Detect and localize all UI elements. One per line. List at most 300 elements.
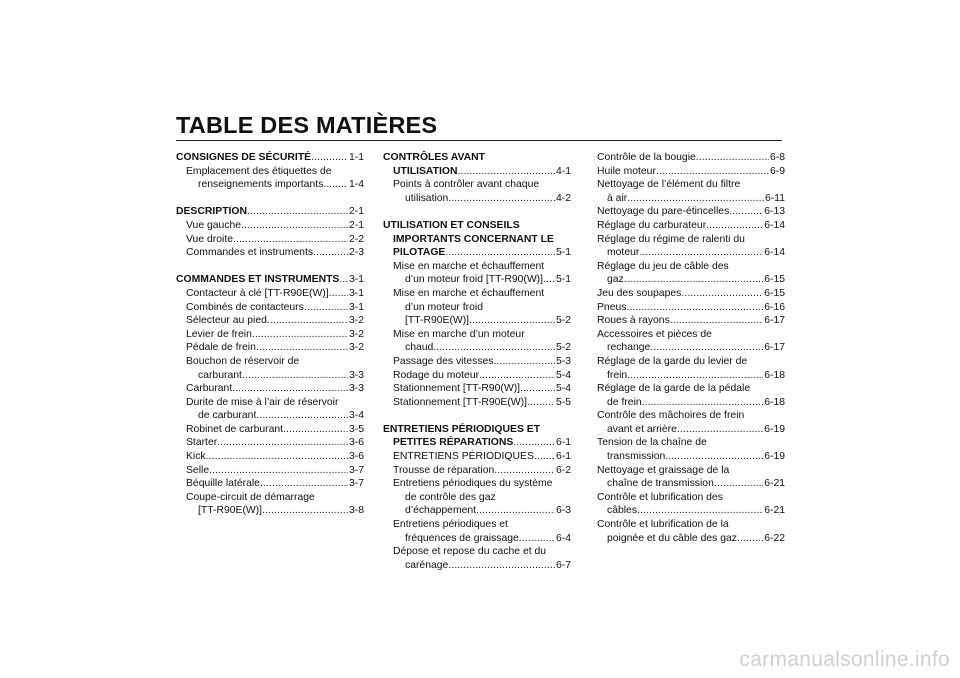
toc-leader-dots [304, 301, 348, 315]
toc-page-number: 6-16 [764, 301, 785, 313]
toc-page-number: 3-4 [348, 410, 364, 422]
toc-page-number: 3-7 [348, 464, 364, 476]
toc-entry [176, 287, 364, 301]
toc-page-number: 1-4 [348, 179, 364, 191]
toc-entry [597, 396, 785, 410]
toc-entry-row [607, 192, 785, 206]
toc-leader-dots [448, 192, 555, 206]
toc-leader-dots [242, 369, 348, 383]
toc-entry-row [607, 246, 785, 260]
toc-page-number: 5-1 [555, 274, 571, 286]
toc-entry-row [393, 369, 571, 383]
toc-entry [383, 450, 571, 464]
toc-entry-label: Béquille latérale [186, 478, 260, 490]
toc-entry [597, 165, 785, 179]
toc-entry [597, 450, 785, 464]
toc-entry-text: Réglage de la garde de la pédale [597, 383, 751, 395]
toc-entry [383, 504, 571, 518]
toc-page-number: 6-22 [764, 532, 785, 544]
toc-entry-label: renseignements importants [198, 179, 324, 191]
toc-entry-row [186, 246, 364, 260]
toc-entry-row [405, 559, 571, 573]
toc-entry [176, 205, 364, 219]
toc-entry [597, 205, 785, 219]
toc-entry-row [176, 151, 364, 165]
toc-leader-dots [519, 532, 555, 546]
toc-entry [176, 382, 364, 396]
toc-entry [176, 178, 364, 192]
toc-entry-row [597, 301, 785, 315]
toc-entry-label: carburant [198, 369, 242, 381]
toc-entry-label: Réglage du carburateur [597, 219, 707, 231]
toc-page-number: 6-9 [769, 165, 785, 177]
toc-entry [597, 341, 785, 355]
toc-entry [597, 477, 785, 491]
toc-entry [176, 233, 364, 247]
toc-entry [176, 314, 364, 328]
toc-entry-row [393, 165, 571, 179]
toc-entry [176, 436, 364, 450]
toc-entry [383, 192, 571, 206]
toc-entry-label: chaud [405, 342, 434, 354]
toc-entry-row [607, 477, 785, 491]
toc-page-number: 4-1 [555, 165, 571, 177]
toc-page-number: 5-3 [555, 355, 571, 367]
toc-entry-text: Nettoyage de l’élément du filtre [597, 179, 741, 191]
toc-page-number: 6-18 [764, 396, 785, 408]
toc-entry-row [597, 287, 785, 301]
toc-entry-row [405, 192, 571, 206]
toc-entry [176, 450, 364, 464]
toc-entry [383, 246, 571, 260]
toc-page-number: 6-21 [764, 478, 785, 490]
toc-entry-row [607, 504, 785, 518]
toc-entry-label: Passage des vitesses [393, 355, 494, 367]
toc-entry-label: de frein [607, 396, 642, 408]
toc-page-number: 5-1 [555, 247, 571, 259]
toc-entry-row [607, 396, 785, 410]
toc-entry-row [186, 233, 364, 247]
toc-entry [383, 273, 571, 287]
toc-entry-row [393, 396, 571, 410]
toc-entry-text: ENTRETIENS PÉRIODIQUES ET [383, 423, 541, 435]
toc-leader-dots [469, 314, 555, 328]
toc-leader-dots [706, 219, 763, 233]
toc-entry-text: Tension de la chaîne de [597, 437, 707, 449]
toc-entry-label: gaz [607, 274, 624, 286]
toc-entry-row [607, 341, 785, 355]
toc-entry-label: Robinet de carburant [186, 423, 284, 435]
toc-page-number: 3-6 [348, 437, 364, 449]
toc-entry-row [405, 341, 571, 355]
toc-entry-text: Nettoyage et graissage de la [597, 464, 730, 476]
toc-page-number: 2-2 [348, 233, 364, 245]
toc-entry-label: UTILISATION [393, 165, 458, 177]
toc-leader-dots [232, 382, 348, 396]
toc-page-number: 3-8 [348, 505, 364, 517]
toc-entry-label: frein [607, 369, 628, 381]
toc-entry-text: Contrôle des mâchoires de frein [597, 410, 745, 422]
toc-leader-dots [627, 369, 763, 383]
toc-entry-label: Commandes et instruments [186, 247, 314, 259]
toc-entry-row [607, 369, 785, 383]
toc-entry [176, 246, 364, 260]
toc-leader-dots [624, 273, 763, 287]
toc-page-number: 6-17 [764, 342, 785, 354]
toc-entry [383, 532, 571, 546]
toc-entry-row [597, 165, 785, 179]
toc-page-number: 6-15 [764, 274, 785, 286]
toc-entry-row [597, 219, 785, 233]
toc-page-number: 6-19 [764, 423, 785, 435]
toc-entry-text: Durite de mise à l’air de réservoir [186, 396, 339, 408]
toc-page-number: 6-1 [555, 437, 571, 449]
toc-entry-text: Contrôle et lubrification de la [597, 519, 729, 531]
toc-entry-text: Entretiens périodiques du système [393, 478, 553, 490]
toc-entry-label: de carburant [198, 410, 257, 422]
toc-page-number: 3-2 [348, 342, 364, 354]
toc-leader-dots [283, 423, 348, 437]
toc-entry-label: [TT-R90E(W)] [198, 505, 263, 517]
toc-page-number: 6-18 [764, 369, 785, 381]
title-rule [176, 140, 782, 141]
toc-column-2 [383, 151, 571, 572]
toc-page-number: 2-1 [348, 206, 364, 218]
toc-entry-row [607, 273, 785, 287]
toc-entry-label: PILOTAGE [393, 247, 446, 259]
toc-entry-label: Trousse de réparation [393, 464, 495, 476]
toc-entry-label: CONSIGNES DE SÉCURITÉ [176, 152, 312, 163]
toc-entry-label: carénage [405, 559, 449, 571]
toc-leader-dots [677, 423, 763, 437]
toc-leader-dots [513, 436, 555, 450]
toc-entry-row [393, 355, 571, 369]
toc-entry [597, 369, 785, 383]
toc-entry-row [186, 382, 364, 396]
toc-entry-text: Points à contrôler avant chaque [393, 179, 540, 191]
toc-entry-row [607, 450, 785, 464]
toc-entry-label: DESCRIPTION [176, 206, 248, 218]
toc-leader-dots [626, 301, 763, 315]
toc-entry-label: Jeu des soupapes [597, 287, 682, 299]
toc-entry [383, 559, 571, 573]
toc-page-number: 1-1 [348, 152, 364, 163]
toc-entry-text: Mise en marche et échauffement [393, 260, 545, 272]
toc-entry-label: Contrôle de la bougie [597, 152, 696, 163]
toc-entry-label: Kick [186, 451, 206, 463]
toc-page-number: 6-14 [764, 247, 785, 259]
toc-entry-text: Coupe-circuit de démarrage [186, 491, 315, 503]
toc-leader-dots [650, 341, 763, 355]
toc-entry [597, 301, 785, 315]
toc-leader-dots [479, 369, 555, 383]
toc-page-number: 6-1 [555, 451, 571, 463]
toc-entry-row [186, 423, 364, 437]
toc-leader-dots [627, 192, 764, 206]
toc-entry-row [176, 273, 364, 287]
toc-entry-label: d’échappement [405, 505, 477, 517]
toc-entry-row [198, 369, 364, 383]
toc-entry-label: utilisation [405, 192, 449, 204]
toc-leader-dots [206, 450, 348, 464]
toc-entry [383, 165, 571, 179]
toc-page-number: 6-11 [764, 192, 785, 204]
toc-entry-label: Roues à rayons [597, 315, 670, 327]
toc-leader-dots [681, 287, 763, 301]
toc-entry [176, 301, 364, 315]
toc-entry-row [597, 314, 785, 328]
toc-entry [383, 436, 571, 450]
toc-leader-dots [696, 151, 769, 165]
toc-entry [383, 341, 571, 355]
toc-entry-label: COMMANDES ET INSTRUMENTS [176, 274, 340, 286]
toc-entry-text: d’un moteur froid [405, 301, 483, 313]
toc-entry-text: Accessoires et pièces de [597, 328, 712, 340]
toc-leader-dots [247, 205, 348, 219]
toc-leader-dots [323, 178, 348, 192]
toc-entry [176, 409, 364, 423]
toc-leader-dots [476, 504, 555, 518]
page-title: TABLE DES MATIÈRES [176, 112, 438, 138]
toc-entry [383, 396, 571, 410]
toc-entry-row [607, 423, 785, 437]
toc-entry-label: Stationnement [TT-R90(W)] [393, 383, 521, 395]
toc-entry [597, 219, 785, 233]
toc-entry-label: fréquences de graissage [405, 532, 519, 544]
toc-page-number: 3-2 [348, 328, 364, 340]
toc-page-number: 3-1 [348, 287, 364, 299]
toc-entry-row [393, 436, 571, 450]
toc-page-number: 5-2 [555, 315, 571, 327]
toc-entry-label: chaîne de transmission [607, 478, 714, 490]
toc-entry-label: Levier de frein [186, 328, 252, 340]
toc-entry-label: [TT-R90E(W)] [405, 315, 470, 327]
watermark: carmanualsonline.info [739, 648, 950, 671]
toc-entry-label: Pédale de frein [186, 342, 256, 354]
toc-entry-row [607, 532, 785, 546]
toc-entry-row [186, 464, 364, 478]
toc-page-number: 6-13 [764, 206, 785, 218]
toc-entry-label: Vue droite [186, 233, 233, 245]
toc-entry-row [186, 287, 364, 301]
toc-leader-dots [433, 341, 555, 355]
toc-entry-text: Dépose et repose du cache et du [393, 546, 547, 558]
toc-page-number: 6-3 [555, 505, 571, 517]
toc-page-number: 3-3 [348, 369, 364, 381]
toc-leader-dots [656, 165, 769, 179]
toc-entry [176, 341, 364, 355]
toc-leader-dots [329, 287, 348, 301]
toc-entry-row [405, 532, 571, 546]
toc-page-number: 3-2 [348, 315, 364, 327]
toc-page-number: 4-2 [555, 192, 571, 204]
toc-entry-text: CONTRÔLES AVANT [383, 152, 485, 163]
toc-leader-dots [448, 559, 555, 573]
toc-entry-row [597, 205, 785, 219]
toc-entry-text: Entretiens périodiques et [393, 519, 508, 531]
toc-entry-row [186, 341, 364, 355]
toc-page-number: 6-4 [555, 532, 571, 544]
toc-entry-label: poignée et du câble des gaz [607, 532, 737, 544]
toc-entry-row [186, 301, 364, 315]
toc-entry-label: Selle [186, 464, 210, 476]
toc-entry-row [186, 436, 364, 450]
toc-entry-row [393, 382, 571, 396]
toc-entry [383, 464, 571, 478]
toc-leader-dots [313, 246, 348, 260]
toc-leader-dots [494, 464, 555, 478]
toc-page-number: 6-19 [764, 451, 785, 463]
toc-entry-label: Huile moteur [597, 165, 656, 177]
toc-page-number: 3-3 [348, 383, 364, 395]
toc-page-number: 6-2 [555, 464, 571, 476]
toc-entry-text: Contrôle et lubrification des [597, 491, 723, 503]
toc-leader-dots [639, 246, 763, 260]
toc-entry-label: transmission [607, 451, 666, 463]
toc-entry-label: PETITES RÉPARATIONS [393, 437, 514, 449]
toc-entry-label: ENTRETIENS PÉRIODIQUES [393, 451, 534, 463]
toc-entry-label: Sélecteur au pied [186, 315, 267, 327]
toc-entry-row [198, 409, 364, 423]
toc-entry-row [186, 328, 364, 342]
toc-column-3 [597, 151, 785, 545]
toc-entry-row [176, 205, 364, 219]
toc-leader-dots [256, 341, 348, 355]
toc-entry [176, 464, 364, 478]
toc-page-number: 6-14 [764, 219, 785, 231]
toc-entry [176, 328, 364, 342]
toc-leader-dots [729, 205, 763, 219]
toc-entry-text: Bouchon de réservoir de [186, 355, 300, 367]
toc-entry-label: avant et arrière [607, 423, 677, 435]
toc-entry [383, 314, 571, 328]
toc-entry [176, 219, 364, 233]
toc-leader-dots [714, 477, 763, 491]
toc-entry-label: Pneus [597, 301, 627, 313]
toc-page-number: 5-4 [555, 369, 571, 381]
toc-leader-dots [233, 233, 348, 247]
toc-leader-dots [670, 314, 763, 328]
toc-page-number: 2-3 [348, 247, 364, 259]
toc-entry [176, 273, 364, 287]
toc-entry-row [405, 273, 571, 287]
toc-entry-label: rechange [607, 342, 651, 354]
toc-entry [383, 369, 571, 383]
toc-leader-dots [262, 504, 348, 518]
toc-entry [597, 314, 785, 328]
toc-entry-row [393, 464, 571, 478]
toc-leader-dots [267, 314, 348, 328]
toc-entry-row [405, 504, 571, 518]
toc-entry-text: Mise en marche et échauffement [393, 287, 545, 299]
toc-entry-text: UTILISATION ET CONSEILS [383, 219, 520, 231]
toc-entry-row [597, 151, 785, 165]
toc-entry-label: câbles [607, 505, 638, 517]
toc-page-number: 6-8 [769, 152, 785, 163]
toc-entry-label: Carburant [186, 383, 233, 395]
toc-entry-text: Réglage de la garde du levier de [597, 355, 748, 367]
toc-entry-text: de contrôle des gaz [405, 491, 496, 503]
toc-entry-text: IMPORTANTS CONCERNANT LE [393, 233, 554, 245]
toc-page-number: 3-5 [348, 423, 364, 435]
toc-entry [597, 192, 785, 206]
toc-entry [176, 477, 364, 491]
toc-entry-row [198, 504, 364, 518]
toc-page-number: 3-6 [348, 451, 364, 463]
toc-entry-label: Rodage du moteur [393, 369, 480, 381]
toc-entry [597, 423, 785, 437]
toc-entry-label: Contacteur à clé [TT-R90E(W)] [186, 287, 329, 299]
toc-leader-dots [520, 382, 555, 396]
toc-entry-text: Mise en marche d’un moteur [393, 328, 525, 340]
toc-entry-text: Réglage du jeu de câble des [597, 260, 729, 272]
toc-leader-dots [543, 273, 555, 287]
toc-page-number: 5-4 [555, 383, 571, 395]
toc-leader-dots [445, 246, 555, 260]
toc-entry-row [186, 477, 364, 491]
toc-leader-dots [494, 355, 555, 369]
toc-entry-row [405, 314, 571, 328]
toc-entry [597, 151, 785, 165]
toc-leader-dots [527, 396, 555, 410]
toc-entry [597, 532, 785, 546]
toc-leader-dots [339, 273, 348, 287]
toc-entry [597, 273, 785, 287]
toc-entry-label: à air [607, 192, 628, 204]
toc-leader-dots [241, 219, 348, 233]
toc-entry-row [198, 178, 364, 192]
toc-entry [597, 246, 785, 260]
toc-entry-row [186, 314, 364, 328]
toc-leader-dots [260, 477, 348, 491]
toc-leader-dots [311, 151, 348, 165]
toc-entry-row [393, 450, 571, 464]
toc-entry-label: Stationnement [TT-R90E(W)] [393, 396, 527, 408]
toc-entry-row [393, 246, 571, 260]
toc-leader-dots [209, 464, 348, 478]
toc-leader-dots [256, 409, 348, 423]
toc-page-number: 3-1 [348, 274, 364, 286]
toc-page-number: 6-15 [764, 287, 785, 299]
toc-page-number: 3-1 [348, 301, 364, 313]
toc-leader-dots [737, 532, 763, 546]
toc-entry [597, 504, 785, 518]
toc-leader-dots [217, 436, 348, 450]
toc-page-number: 6-7 [555, 559, 571, 571]
toc-entry [383, 355, 571, 369]
toc-entry-label: Vue gauche [186, 219, 242, 231]
toc-entry-label: d’un moteur froid [TT-R90(W)] [405, 274, 544, 286]
toc-page-number: 6-21 [764, 505, 785, 517]
toc-entry [597, 287, 785, 301]
toc-column-1 [176, 151, 364, 518]
toc-page-number: 5-5 [555, 396, 571, 408]
toc-entry [176, 504, 364, 518]
toc-page-number: 2-1 [348, 219, 364, 231]
toc-leader-dots [457, 165, 555, 179]
toc-entry-label: moteur [607, 247, 640, 259]
toc-entry-label: Nettoyage du pare-étincelles [597, 206, 730, 218]
toc-leader-dots [637, 504, 763, 518]
toc-entry [383, 382, 571, 396]
toc-page-number: 6-17 [764, 315, 785, 327]
toc-entry-text: Emplacement des étiquettes de [186, 165, 332, 177]
toc-leader-dots [534, 450, 555, 464]
toc-entry-label: Starter [186, 437, 218, 449]
toc-entry-row [186, 450, 364, 464]
toc-page-number: 3-7 [348, 478, 364, 490]
toc-entry-text: Réglage du régime de ralenti du [597, 233, 745, 245]
